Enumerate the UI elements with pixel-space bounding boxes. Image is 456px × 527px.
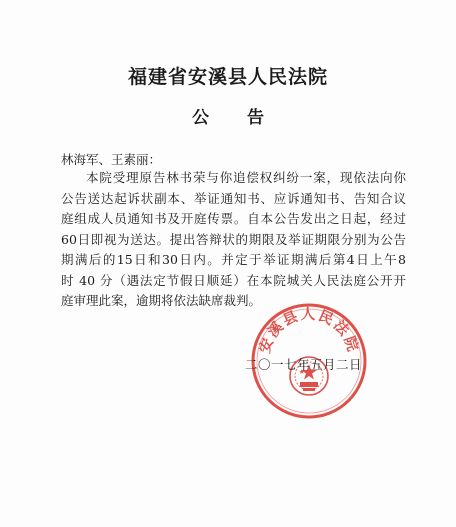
body-line-7: 庭审理此案，逾期将依法缺席裁判。 bbox=[61, 293, 262, 308]
notice-date: 二〇一七年五月二日 bbox=[245, 357, 363, 372]
document-type-heading: 公 告 bbox=[192, 108, 280, 128]
court-name-heading: 福建省安溪县人民法院 bbox=[127, 66, 328, 88]
svg-text:安溪县人民法院 bbox=[255, 306, 363, 355]
seal-text: 安溪县人民法院 bbox=[256, 306, 362, 356]
body-line-1: 本院受理原告林书荣与你追偿权纠纷一案，现依法向你 bbox=[86, 170, 406, 185]
body-line-5: 期满后的15日和30日内。并定于举证期满后第4日上午8 bbox=[61, 252, 406, 267]
body-line-2: 公告送达起诉状副本、举证通知书、应诉通知书、告知合议 bbox=[61, 190, 406, 206]
body-line-4: 60日即视为送达。提出答辩状的期限及举证期限分别为公告 bbox=[61, 231, 406, 247]
addressee-line: 林海军、王素丽： bbox=[61, 152, 162, 167]
body-line-6: 时 40 分（遇法定节假日顺延）在本院城关人民法庭公开开 bbox=[61, 272, 406, 288]
notice-body bbox=[61, 168, 406, 312]
body-line-3: 庭组成人员通知书及开庭传票。自本公告发出之日起，经过 bbox=[61, 211, 406, 226]
